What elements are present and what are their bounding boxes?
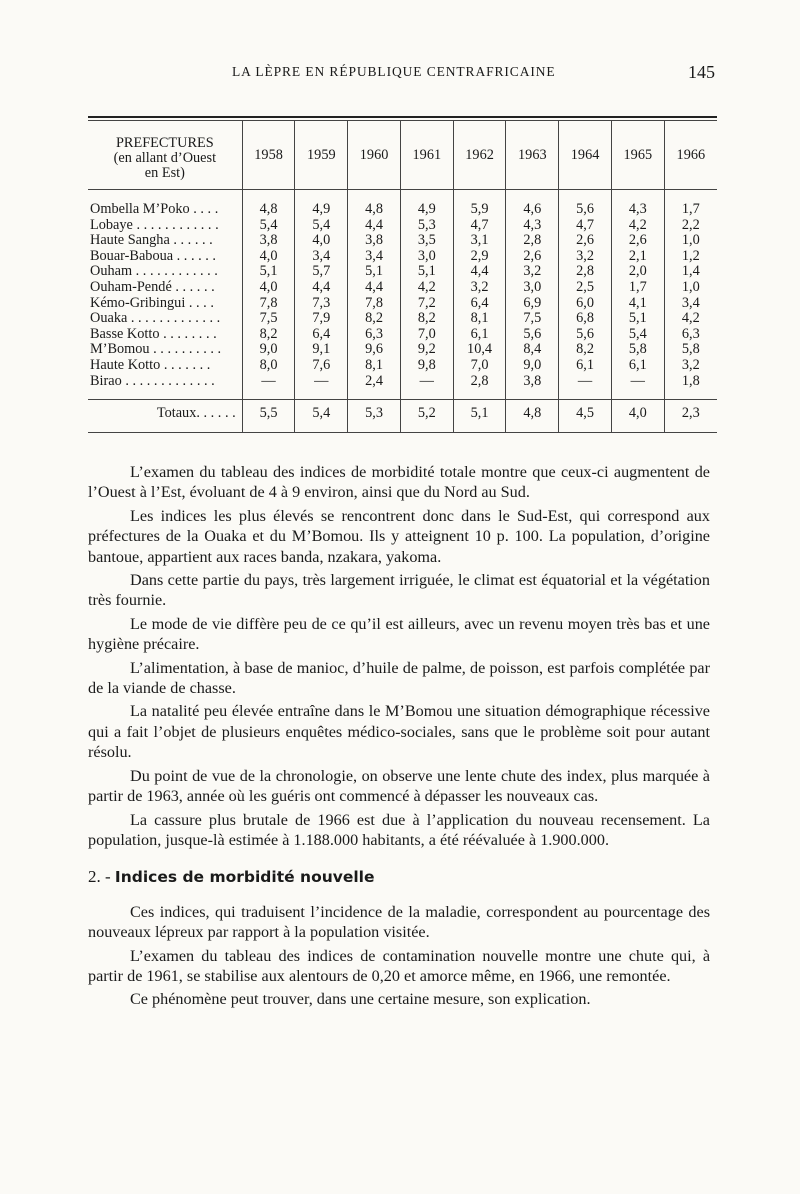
table-cell: 8,4	[506, 342, 559, 358]
table-end-rule	[88, 428, 717, 433]
table-cell: 5,9	[453, 202, 506, 218]
table-cell: 4,8	[242, 202, 295, 218]
table-cell: 4,0	[242, 249, 295, 265]
column-header-year: 1966	[664, 121, 717, 190]
table-cell: 6,3	[664, 327, 717, 343]
section-number: 2. -	[88, 867, 111, 887]
table-cell: 7,6	[295, 358, 348, 374]
table-cell: 5,3	[400, 218, 453, 234]
paragraph: L’alimentation, à base de manioc, d’huile de palme, de poisson, est parfois complétée par de la viande de chasse.	[88, 658, 710, 698]
table-cell: 4,6	[506, 202, 559, 218]
section-heading	[88, 867, 710, 887]
paragraph-group-2	[88, 902, 710, 1010]
table-cell	[559, 428, 612, 433]
table-cell: 5,7	[295, 264, 348, 280]
table-cell: 2,8	[506, 233, 559, 249]
table-cell: 4,7	[559, 218, 612, 234]
table-cell: 7,8	[348, 296, 401, 312]
prefecture-name: Ouham . . . . . . . . . . . .	[88, 264, 242, 280]
body-text	[88, 462, 710, 1013]
table-row	[88, 280, 717, 296]
table-cell	[453, 428, 506, 433]
table-cell: 6,1	[559, 358, 612, 374]
paragraph: La natalité peu élevée entraîne dans le M’Bomou une situation démographique récessive qui a fait l’objet de plusieurs enquêtes médico-sociales, sans que le problème soit pour autant résolu.	[88, 702, 710, 762]
table-cell	[242, 428, 295, 433]
table-row	[88, 296, 717, 312]
table-cell: 5,5	[242, 400, 295, 429]
table-cell: —	[559, 374, 612, 390]
table-cell	[506, 389, 559, 400]
table-cell: 8,0	[242, 358, 295, 374]
table-cell: 6,3	[348, 327, 401, 343]
table-cell	[295, 389, 348, 400]
table-cell: 5,1	[611, 311, 664, 327]
table-cell: 2,1	[611, 249, 664, 265]
table-cell: 4,2	[664, 311, 717, 327]
paragraph: Ces indices, qui traduisent l’incidence de la maladie, correspondent au pourcentage des nouveaux lépreux par rapport à la population visitée.	[88, 902, 710, 942]
table-cell: 4,4	[453, 264, 506, 280]
table-cell: 5,3	[348, 400, 401, 429]
table-cell: 7,0	[400, 327, 453, 343]
table-cell: 7,0	[453, 358, 506, 374]
table-cell: 5,4	[295, 400, 348, 429]
table-cell: 2,5	[559, 280, 612, 296]
paragraph: Les indices les plus élevés se rencontrent donc dans le Sud-Est, qui correspond aux préfectures de la Ouaka et du M’Bomou. Ils y atteignent 10 p. 100. La population, d’origine bantoue, appartient aux races banda, nzakara, yakoma.	[88, 506, 710, 566]
table-cell: 7,9	[295, 311, 348, 327]
separator-cell	[88, 389, 242, 400]
table-cell: 4,9	[400, 202, 453, 218]
table-row	[88, 249, 717, 265]
table-cell: 3,5	[400, 233, 453, 249]
table-cell: 4,0	[611, 400, 664, 429]
running-title: LA LÈPRE EN RÉPUBLIQUE CENTRAFRICAINE	[232, 64, 556, 79]
table-cell: 1,2	[664, 249, 717, 265]
table-row	[88, 358, 717, 374]
table-cell: 4,7	[453, 218, 506, 234]
table-cell: 6,9	[506, 296, 559, 312]
table-cell: 7,2	[400, 296, 453, 312]
table-body	[88, 190, 717, 433]
paragraph: L’examen du tableau des indices de contamination nouvelle montre une chute qui, à partir de 1961, se stabilise aux alentours de 0,20 et amorce même, en 1966, une remontée.	[88, 946, 710, 985]
table-row	[88, 202, 717, 218]
column-header-year: 1965	[611, 121, 664, 190]
separator-cell	[88, 428, 242, 433]
table-row	[88, 233, 717, 249]
table-cell: 5,4	[295, 218, 348, 234]
table-cell: 3,4	[664, 296, 717, 312]
table-cell: 5,6	[559, 202, 612, 218]
totals-row	[88, 400, 717, 429]
table-cell: 5,8	[664, 342, 717, 358]
table-cell: 8,2	[400, 311, 453, 327]
section-title: Indices de morbidité nouvelle	[114, 868, 375, 887]
table-cell	[611, 428, 664, 433]
table-row	[88, 311, 717, 327]
table-cell: —	[295, 374, 348, 390]
table-header-row	[88, 121, 717, 190]
table-cell: 4,2	[611, 218, 664, 234]
table-cell: 9,2	[400, 342, 453, 358]
table-cell: 1,7	[664, 202, 717, 218]
table-cell: 3,2	[506, 264, 559, 280]
table-row	[88, 374, 717, 390]
column-header-year: 1959	[295, 121, 348, 190]
table-cell: 4,3	[506, 218, 559, 234]
table-cell: 7,5	[506, 311, 559, 327]
table-cell: 3,2	[664, 358, 717, 374]
prefecture-name: Basse Kotto . . . . . . . .	[88, 327, 242, 343]
paragraph: Ce phénomène peut trouver, dans une certaine mesure, son explication.	[130, 990, 591, 1009]
table-cell: 5,2	[400, 400, 453, 429]
paragraph: L’examen du tableau des indices de morbidité totale montre que ceux-ci augmentent de l’Ouest à l’Est, évoluant de 4 à 9 environ, ainsi que du Nord au Sud.	[88, 463, 710, 502]
table-cell: 10,4	[453, 342, 506, 358]
table-cell	[559, 389, 612, 400]
table-row	[88, 218, 717, 234]
table-cell: 4,4	[348, 280, 401, 296]
table-cell	[400, 389, 453, 400]
table-separator	[88, 389, 717, 400]
table-cell: 6,1	[611, 358, 664, 374]
table-cell: 5,1	[242, 264, 295, 280]
prefecture-name: Haute Kotto . . . . . . .	[88, 358, 242, 374]
table-cell: 1,4	[664, 264, 717, 280]
table-cell: —	[242, 374, 295, 390]
table-cell: 1,7	[611, 280, 664, 296]
table-cell: 5,6	[506, 327, 559, 343]
table-cell: 4,4	[295, 280, 348, 296]
table-cell	[664, 389, 717, 400]
totals-label: Totaux. . . . . .	[88, 400, 242, 429]
table-cell: 5,4	[611, 327, 664, 343]
column-header-year: 1960	[348, 121, 401, 190]
table-cell: 5,6	[559, 327, 612, 343]
paragraph: Dans cette partie du pays, très largement irriguée, le climat est équatorial et la végétation très fournie.	[88, 571, 710, 610]
table-cell: 2,6	[506, 249, 559, 265]
table-cell	[348, 389, 401, 400]
table-cell: 5,1	[400, 264, 453, 280]
table-cell: 2,9	[453, 249, 506, 265]
column-header-prefectures: PREFECTURES (en allant d’Ouest en Est)	[88, 121, 242, 190]
table-cell: 4,8	[506, 400, 559, 429]
paragraph: Du point de vue de la chronologie, on observe une lente chute des index, plus marquée à partir de 1963, année où les guéris ont commencé à dépasser les nouveaux cas.	[88, 766, 710, 806]
table-cell: 5,8	[611, 342, 664, 358]
table-cell: 9,8	[400, 358, 453, 374]
prefecture-name: Lobaye . . . . . . . . . . . .	[88, 218, 242, 234]
table-cell: 4,2	[400, 280, 453, 296]
table-cell: 2,8	[559, 264, 612, 280]
table-cell: 1,0	[664, 280, 717, 296]
table-cell: 3,0	[400, 249, 453, 265]
table-cell: 3,2	[453, 280, 506, 296]
table-cell: 5,1	[453, 400, 506, 429]
paragraph-group-1	[88, 462, 710, 850]
column-header-year: 1961	[400, 121, 453, 190]
table-cell: 8,2	[348, 311, 401, 327]
table-cell: —	[400, 374, 453, 390]
table-cell: 4,4	[348, 218, 401, 234]
table-cell: 7,5	[242, 311, 295, 327]
table-cell: 2,2	[664, 218, 717, 234]
table-cell: 2,6	[559, 233, 612, 249]
page-number: 145	[688, 62, 715, 82]
prefecture-name: Ouaka . . . . . . . . . . . . .	[88, 311, 242, 327]
table-cell	[400, 428, 453, 433]
table-cell: 6,0	[559, 296, 612, 312]
table-cell: 3,2	[559, 249, 612, 265]
table-cell: 2,4	[348, 374, 401, 390]
table-cell	[506, 428, 559, 433]
table-cell: 3,1	[453, 233, 506, 249]
table-top-rule	[88, 116, 717, 118]
morbidity-table	[88, 116, 717, 433]
table-cell: 2,6	[611, 233, 664, 249]
paragraph: Le mode de vie diffère peu de ce qu’il est ailleurs, avec un revenu moyen très bas et une hygiène précaire.	[88, 614, 710, 654]
table-cell: 4,9	[295, 202, 348, 218]
table-cell	[611, 389, 664, 400]
table-cell: 3,8	[348, 233, 401, 249]
table-cell: 3,0	[506, 280, 559, 296]
table-cell: 3,8	[242, 233, 295, 249]
prefecture-name: Birao . . . . . . . . . . . . .	[88, 374, 242, 390]
table-cell: 4,0	[242, 280, 295, 296]
column-header-year: 1963	[506, 121, 559, 190]
table-cell: 4,0	[295, 233, 348, 249]
table-row	[88, 264, 717, 280]
table-cell: 2,0	[611, 264, 664, 280]
table-row	[88, 342, 717, 358]
table-cell	[295, 428, 348, 433]
prefecture-name: M’Bomou . . . . . . . . . .	[88, 342, 242, 358]
table-cell: 4,5	[559, 400, 612, 429]
table-cell: 2,8	[453, 374, 506, 390]
table-cell: 3,8	[506, 374, 559, 390]
table-cell	[348, 428, 401, 433]
table-cell: 3,4	[295, 249, 348, 265]
table-cell: 4,1	[611, 296, 664, 312]
prefecture-name: Bouar-Baboua . . . . . .	[88, 249, 242, 265]
table-cell: 6,4	[295, 327, 348, 343]
table-cell: 1,0	[664, 233, 717, 249]
table-cell: 6,8	[559, 311, 612, 327]
table-cell: 4,8	[348, 202, 401, 218]
table-cell: —	[611, 374, 664, 390]
table-cell: 2,3	[664, 400, 717, 429]
prefecture-name: Ombella M’Poko . . . .	[88, 202, 242, 218]
table-cell: 9,6	[348, 342, 401, 358]
prefecture-name: Ouham-Pendé . . . . . .	[88, 280, 242, 296]
table-cell	[242, 389, 295, 400]
column-header-year: 1958	[242, 121, 295, 190]
table-cell: 8,1	[453, 311, 506, 327]
table-cell: 9,1	[295, 342, 348, 358]
table-cell	[453, 389, 506, 400]
page-header	[0, 62, 800, 84]
column-header-year: 1964	[559, 121, 612, 190]
table-cell: 9,0	[506, 358, 559, 374]
table-row	[88, 327, 717, 343]
table-cell: 7,8	[242, 296, 295, 312]
column-header-year: 1962	[453, 121, 506, 190]
table-cell: 8,1	[348, 358, 401, 374]
table-cell	[664, 428, 717, 433]
paragraph: La cassure plus brutale de 1966 est due à l’application du nouveau recensement. La population, jusque-là estimée à 1.188.000 habitants, a été réévaluée à 1.900.000.	[88, 810, 710, 849]
table-cell: 3,4	[348, 249, 401, 265]
table-cell: 8,2	[559, 342, 612, 358]
prefecture-name: Haute Sangha . . . . . .	[88, 233, 242, 249]
table-cell: 5,4	[242, 218, 295, 234]
prefecture-name: Kémo-Gribingui . . . .	[88, 296, 242, 312]
table-cell: 6,4	[453, 296, 506, 312]
table-cell: 8,2	[242, 327, 295, 343]
table-cell: 4,3	[611, 202, 664, 218]
table-cell: 9,0	[242, 342, 295, 358]
table-cell: 6,1	[453, 327, 506, 343]
table-cell: 7,3	[295, 296, 348, 312]
table-cell: 1,8	[664, 374, 717, 390]
table-cell: 5,1	[348, 264, 401, 280]
